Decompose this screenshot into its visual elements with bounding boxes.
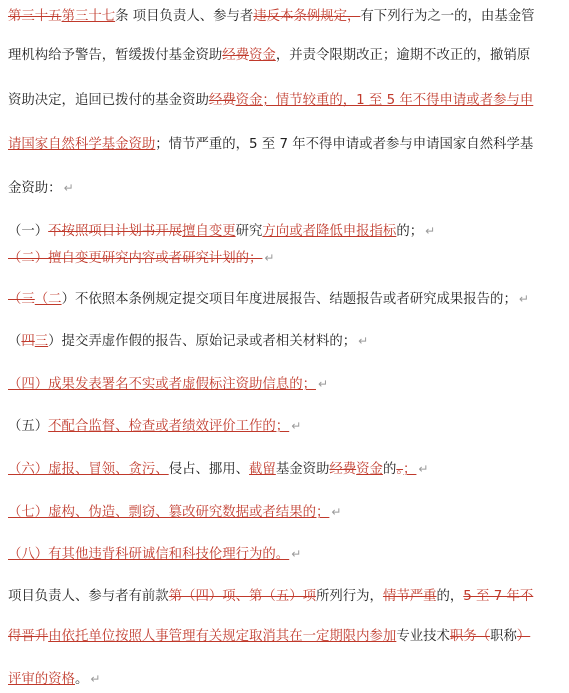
text: 的 (382, 462, 397, 477)
para1-line3 (8, 91, 533, 111)
text: 基金资助 (275, 462, 330, 477)
deleted-text: 违反本条例规定， (253, 9, 361, 24)
item-number: （五） (8, 419, 49, 434)
inserted-item: （七）虚构、伪造、剽窃、篡改研究数据或者结果的； (8, 505, 330, 520)
text: 所列行为， (315, 589, 383, 604)
text: ；情节严重的，5 至 7 年不得申请或者参与申请国家自然科学基 (155, 137, 534, 152)
text: 研究 (235, 224, 263, 239)
inserted-text: ；情节较重的，1 至 5 年不得申请或者参与申 (262, 93, 534, 108)
inserted-item: （八）有其他违背科研诚信和科技伦理行为的。 (8, 547, 290, 562)
inserted-text: 由依托单位按照人事管理有关规定取消其在一定期限内参加 (48, 629, 397, 644)
inserted-item: （四）成果发表署名不实或者虚假标注资助信息的； (8, 377, 316, 392)
inserted-text: （六）虚报、冒领、贪污、 (8, 462, 169, 477)
deleted-text: 经费 (329, 462, 357, 477)
item-3 (8, 289, 529, 310)
deleted-text: 得晋升 (8, 629, 49, 644)
inserted-text: 资金 (356, 462, 383, 477)
para1-line1 (8, 7, 535, 27)
item-1 (8, 221, 435, 242)
inserted-text: （二 (34, 292, 62, 307)
paragraph-mark-icon: ↵ (518, 292, 529, 306)
item-4 (8, 331, 368, 352)
deleted-text: 第（四）项、第（五）项 (168, 589, 316, 604)
deleted-item: （二）擅自变更研究内容或者研究计划的； (8, 251, 263, 266)
text: 项目负责人、参与者有前款 (8, 589, 169, 604)
item-6 (8, 416, 301, 437)
paragraph-mark-icon: ↵ (317, 377, 329, 391)
deleted-text: 情节严重 (382, 589, 437, 604)
paragraph-mark-icon: ↵ (358, 334, 369, 348)
deleted-text: 四 (21, 334, 35, 349)
paragraph-mark-icon: ↵ (418, 462, 429, 476)
text: 理机构给予警告，暂缓拨付基金资助 (8, 48, 223, 63)
deleted-text: 。 (396, 462, 404, 477)
item-2-deleted (8, 248, 274, 269)
text: 有下列行为之一的，由基金管 (360, 9, 535, 24)
item-number: （一） (8, 224, 49, 239)
text: 资助决定，追回已拨付的基金资助 (8, 93, 209, 108)
deleted-text: 不按照项目计划书开展 (48, 224, 183, 239)
inserted-text: ； (403, 462, 417, 477)
deleted-text: 经费 (208, 93, 236, 108)
item-5-inserted (8, 374, 328, 395)
text: 的； (396, 224, 424, 239)
inserted-text: 不配合监督、检查或者绩效评价工作的； (48, 419, 290, 434)
text: 专业技术 (396, 629, 450, 644)
paragraph-mark-icon: ↵ (63, 181, 74, 195)
inserted-text: 评审的资格 (8, 672, 75, 687)
item-9-inserted (8, 544, 301, 565)
deleted-article-number: 第三十五 (8, 9, 62, 24)
para2-line2 (8, 627, 530, 647)
paragraph-mark-icon: ↵ (425, 224, 436, 238)
inserted-text: 三 (34, 334, 49, 349)
paragraph-mark-icon: ↵ (331, 505, 342, 519)
deleted-text: 经费 (222, 48, 250, 63)
text: 的， (436, 589, 464, 604)
deleted-text: 职务（ (449, 629, 491, 644)
inserted-article-number: 第三十七 (61, 9, 116, 24)
item-7 (8, 459, 428, 480)
inserted-text: 方向或者降低申报指标 (262, 224, 397, 239)
deleted-text: ） (516, 629, 531, 644)
deleted-text: （三 (8, 292, 35, 307)
text: ）提交弄虚作假的报告、原始记录或者相关材料的； (48, 334, 357, 349)
para1-line4 (8, 135, 533, 155)
text: 职称 (490, 629, 517, 644)
deleted-text: 5 至 7 年不 (463, 589, 534, 604)
para2-line3 (8, 669, 100, 690)
item-8-inserted (8, 502, 341, 523)
text: 。 (74, 672, 89, 687)
inserted-text: 擅自变更 (182, 224, 236, 239)
inserted-text: 资金 (249, 48, 276, 63)
text: ）不依照本条例规定提交项目年度进展报告、结题报告或者研究成果报告的； (61, 292, 517, 307)
text: （ (8, 334, 22, 349)
text: 侵占、挪用、 (168, 462, 250, 477)
para1-line5 (8, 178, 74, 199)
paragraph-mark-icon: ↵ (264, 251, 275, 265)
paragraph-mark-icon: ↵ (291, 547, 302, 561)
paragraph-mark-icon: ↵ (291, 419, 302, 433)
para2-line1 (8, 587, 533, 607)
paragraph-mark-icon: ↵ (90, 672, 101, 686)
para1-line2 (8, 46, 530, 66)
text: 金资助： (8, 181, 62, 196)
text: 条 项目负责人、参与者 (115, 9, 254, 24)
inserted-text: 资金 (235, 93, 263, 108)
inserted-text: 请国家自然科学基金资助 (8, 137, 156, 152)
inserted-text: 截留 (249, 462, 276, 477)
text: ，并责令限期改正；逾期不改正的，撤销原 (275, 48, 531, 63)
